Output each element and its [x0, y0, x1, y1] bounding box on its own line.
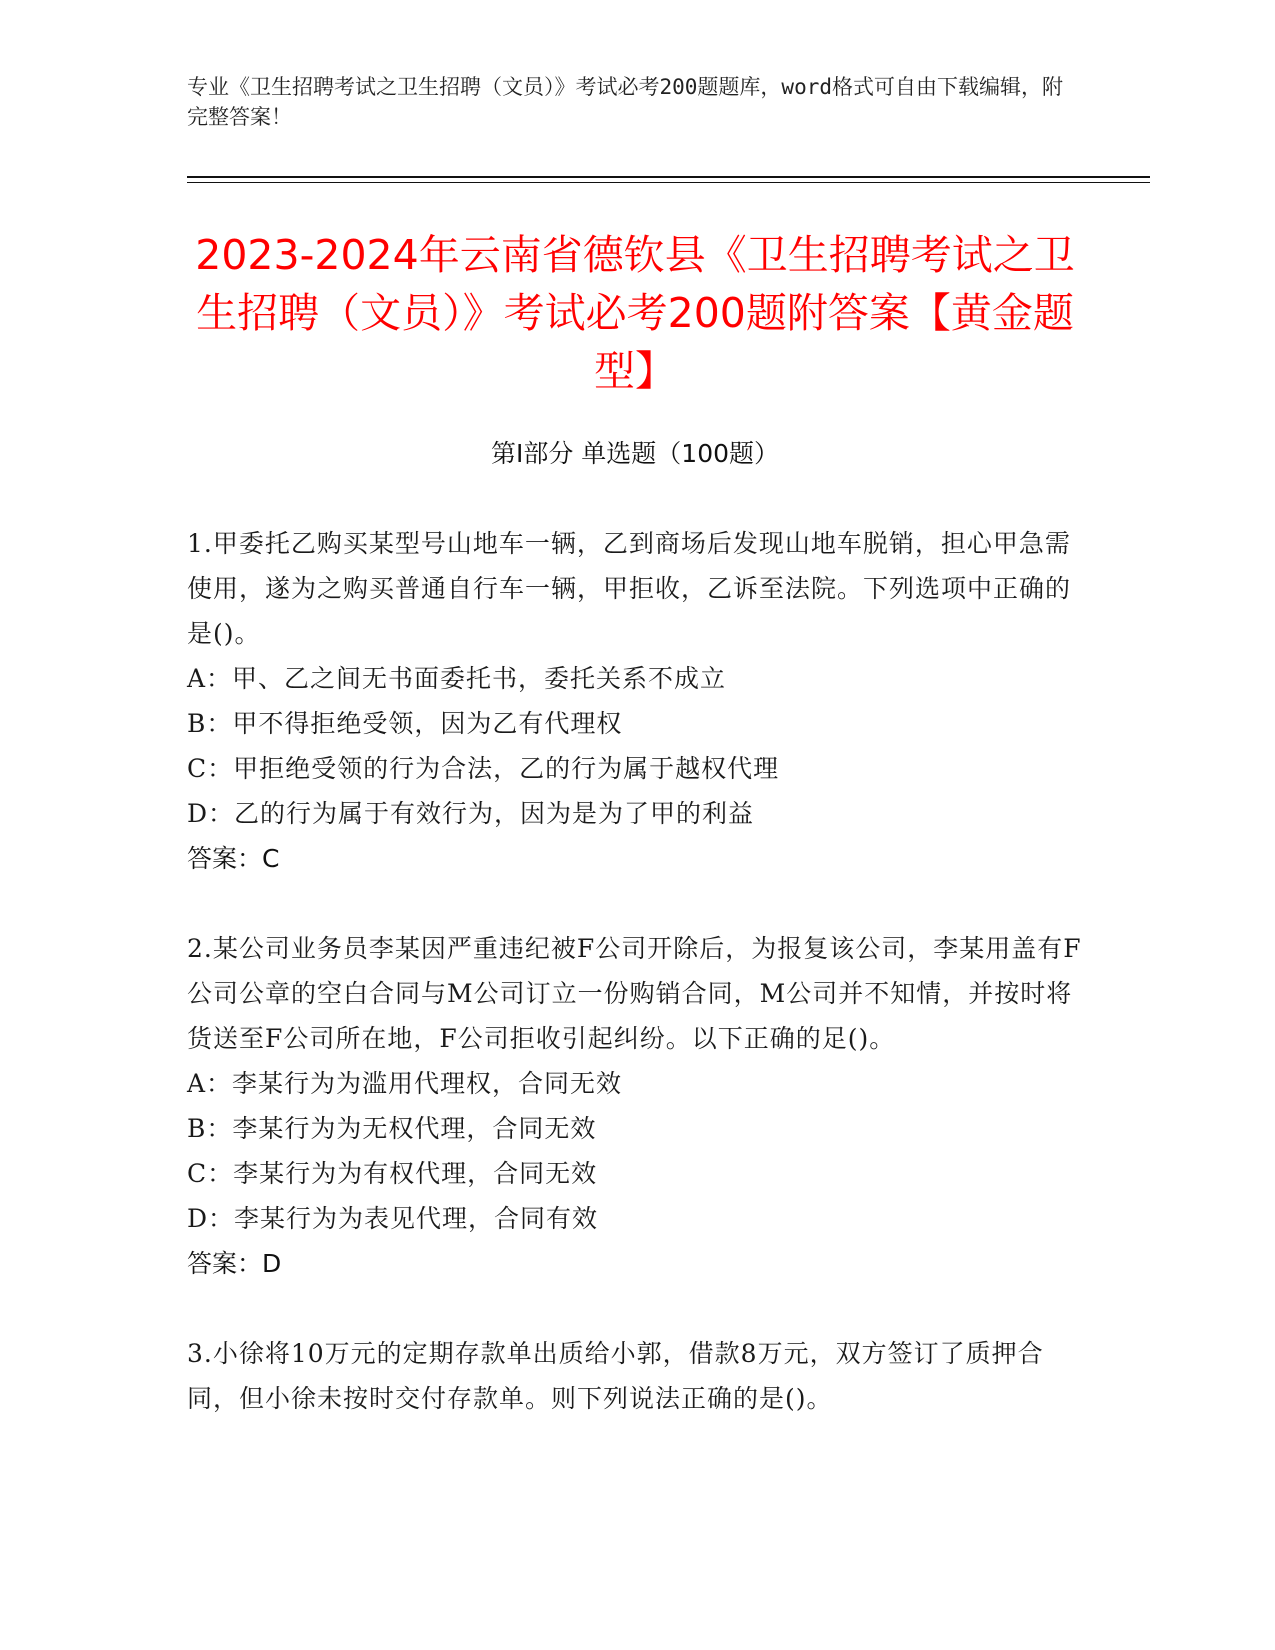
question-text: 1.甲委托乙购买某型号山地车一辆，乙到商场后发现山地车脱销，担心甲急需使用，遂为之购买普通自行车一辆，甲拒收，乙诉至法院。下列选项中正确的是()。: [187, 529, 1072, 648]
option-b: B：李某行为为无权代理，合同无效: [187, 1114, 597, 1143]
header-divider-thin: [187, 182, 1150, 183]
question-text: 3.小徐将10万元的定期存款单出质给小郭，借款8万元，双方签订了质押合同，但小徐未按时交付存款单。则下列说法正确的是()。: [187, 1339, 1044, 1413]
option-c: C：李某行为为有权代理，合同无效: [187, 1159, 598, 1188]
question-2: [187, 926, 1087, 1286]
answer: 答案：C: [187, 844, 280, 873]
option-a: A：甲、乙之间无书面委托书，委托关系不成立: [187, 664, 727, 693]
question-text: 2.某公司业务员李某因严重违纪被F公司开除后，为报复该公司，李某用盖有F公司公章的空白合同与M公司订立一份购销合同，M公司并不知情，并按时将货送至F公司所在地，F公司拒收引起纠纷。以下正确的足()。: [187, 934, 1082, 1053]
question-1: [187, 521, 1087, 881]
option-d: D：李某行为为表见代理，合同有效: [187, 1204, 599, 1233]
section-heading: 第Ⅰ部分 单选题（100题）: [490, 439, 780, 468]
question-list: [187, 521, 1087, 1466]
option-d: D：乙的行为属于有效行为，因为是为了甲的利益: [187, 799, 755, 828]
document-title: 2023-2024年云南省德钦县《卫生招聘考试之卫生招聘（文员）》考试必考200题附答案【黄金题型】: [195, 231, 1075, 395]
option-c: C：甲拒绝受领的行为合法，乙的行为属于越权代理: [187, 754, 780, 783]
option-a: A：李某行为为滥用代理权，合同无效: [187, 1069, 623, 1098]
header-divider-thick: [187, 176, 1150, 178]
question-3: [187, 1331, 1087, 1421]
option-b: B：甲不得拒绝受领，因为乙有代理权: [187, 709, 623, 738]
answer: 答案：D: [187, 1249, 282, 1278]
header-note: 专业《卫生招聘考试之卫生招聘（文员）》考试必考200题题库，word格式可自由下载编辑，附完整答案！: [187, 75, 1063, 129]
